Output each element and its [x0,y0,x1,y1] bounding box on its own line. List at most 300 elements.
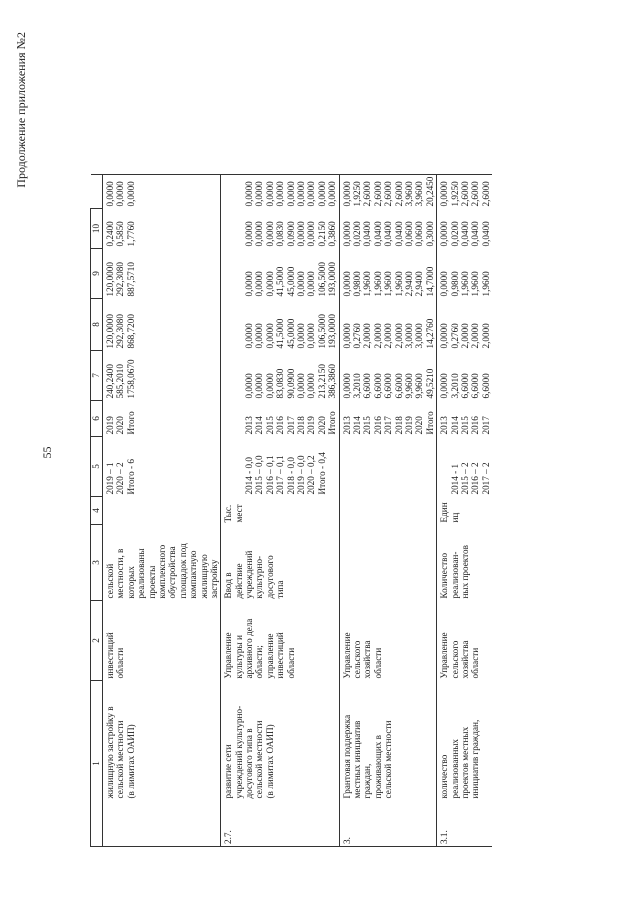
row-responsible [437,601,492,681]
cell-line: 0,3000 [424,221,435,247]
cell-line: 2020 [316,416,327,435]
row-extra [221,174,339,208]
cell-line: 0,0400 [470,221,481,247]
cell-line: (в лимитах ОАИП) [125,724,136,799]
table-row [437,174,492,846]
cell-line: 0,0000 [439,271,450,297]
row-indicator [437,525,492,601]
cell-line: 0,0000 [341,323,352,349]
row-federal [221,299,339,351]
cell-line: 2016 [470,416,481,435]
cell-line: культуры и [233,635,244,679]
cell-line: проекты [146,565,157,599]
cell-line: 0,2400 [105,221,115,247]
row-name [221,681,339,801]
cell-line: 0,0000 [244,271,255,297]
cell-line: области; [254,645,265,679]
cell-line: 1,9600 [470,271,481,297]
cell-line: 6,6000 [470,373,481,399]
cell-line: 45,0000 [285,266,296,297]
cell-line: 2017 [383,416,394,435]
cell-line: 120,0000 [105,314,115,349]
cell-line: учреждений [244,550,255,599]
cell-line: 2013 [244,416,255,435]
cell-line: 3,9600 [414,181,425,207]
cell-line: 2,6000 [383,181,394,207]
cell-line: 1,9600 [372,271,383,297]
cell-line: 2013 [341,416,352,435]
table-row [339,174,437,846]
cell-line [234,403,244,435]
cell-line: 213,2150 [316,364,327,399]
cell-line: 0,0000 [254,181,265,207]
cell-line: 6,6000 [383,373,394,399]
header-col-3: 3 [91,525,103,601]
cell-line: 2,0000 [383,323,394,349]
cell-line: 0,0000 [439,373,450,399]
cell-line: сельской [105,563,115,599]
cell-line: 0,0000 [254,323,265,349]
cell-line: 0,0000 [296,181,307,207]
cell-line [223,353,233,399]
cell-line: архивного дела [244,618,255,679]
cell-line: досугового типа в [244,728,255,799]
row-total [221,351,339,401]
row-responsible [221,601,339,681]
cell-line: 2014 [449,416,460,435]
table-row [103,174,221,846]
cell-line: 292,3080 [115,314,126,349]
cell-line: 2015 [459,416,470,435]
cell-line: 0,0000 [285,181,296,207]
cell-line: 1,9600 [393,271,404,297]
cell-line: 0,0000 [341,181,352,207]
header-col-6: 6 [91,401,103,437]
cell-line: учреждений культурно- [233,705,244,799]
cell-line: 2,9400 [414,271,425,297]
cell-line: хозяйства [362,640,373,679]
row-number: 2.7. [221,801,339,847]
cell-line [439,439,449,495]
cell-line [223,403,233,435]
cell-line: Тыс. [223,504,234,523]
cell-line: 2017 [480,416,491,435]
cell-line [223,211,233,247]
row-targets [103,437,221,497]
cell-line: 2019 – 0,0 [296,455,307,495]
cell-line: области [115,647,126,679]
cell-line: 386,3860 [327,364,338,399]
cell-line: Грантовая поддержка [341,714,352,799]
row-local [437,209,492,249]
cell-line [234,439,244,495]
cell-line: 1,9250 [351,181,362,207]
cell-line: 0,3860 [327,221,338,247]
cell-line: реализованных [449,738,460,799]
cell-line: 0,0000 [341,373,352,399]
row-name [339,681,437,801]
cell-line: 0,0000 [341,271,352,297]
cell-line: Управление [439,632,450,679]
cell-line: 0,2760 [351,323,362,349]
cell-line: 0,0000 [296,323,307,349]
cell-line: 0,0000 [306,271,317,297]
cell-line: жилищную [198,554,209,599]
cell-line: 0,0200 [351,221,362,247]
row-extra [103,174,221,208]
cell-line: 2017 – 0,1 [275,455,286,495]
header-col-5: 5 [91,437,103,497]
cell-line: 14,7000 [424,266,435,297]
cell-line: 0,0400 [362,221,373,247]
cell-line: 1,9250 [449,181,460,207]
cell-line: 0,0000 [244,221,255,247]
cell-line: 0,0000 [296,221,307,247]
cell-line: Управление [341,632,352,679]
cell-line: 3,0000 [403,323,414,349]
cell-line: 0,0000 [264,373,275,399]
cell-line: Итого - 6 [125,458,136,495]
cell-line: Ввод в [223,572,234,599]
row-number [103,801,221,847]
cell-line: местности, в [115,548,126,599]
cell-line: 90,0900 [285,368,296,399]
row-targets [339,437,437,497]
row-total [437,351,492,401]
cell-line: 6,6000 [393,373,404,399]
cell-line: 1,7760 [125,221,136,247]
cell-line [234,353,244,399]
cell-line: 2,6000 [393,181,404,207]
cell-line: 2016 – 0,1 [264,455,275,495]
cell-line: 6,6000 [372,373,383,399]
row-regional [339,249,437,299]
cell-line: 0,0000 [275,181,286,207]
cell-line: граждан, [362,763,373,799]
header-col-8: 8 [91,299,103,351]
cell-line: инвестиций [275,632,286,679]
row-targets [221,437,339,497]
cell-line [223,301,233,349]
cell-line: площадок под [177,543,188,599]
row-indicator [339,525,437,601]
cell-line: 0,0000 [296,373,307,399]
cell-line: проектов местных [459,726,470,799]
cell-line: 0,0000 [244,373,255,399]
cell-line: комплексного [156,544,167,599]
cell-line: 2,0000 [372,323,383,349]
row-responsible [339,601,437,681]
row-indicator [103,525,221,601]
row-unit [221,497,339,525]
row-years [103,401,221,437]
cell-line: 2015 [264,416,275,435]
cell-line: 0,0000 [254,271,265,297]
cell-line: иц [449,512,460,523]
cell-line: 0,0600 [403,221,414,247]
cell-line: 0,0000 [306,221,317,247]
cell-line: 2,6000 [470,181,481,207]
row-name [437,681,492,801]
cell-line: 2020 – 0,2 [306,455,317,495]
cell-line: 1,9600 [362,271,373,297]
cell-line [234,301,244,349]
row-name [103,681,221,801]
cell-line: 2,0000 [470,323,481,349]
page-number: 55 [40,446,54,459]
header-col-9: 9 [91,249,103,299]
cell-line: 2019 [105,416,115,435]
cell-line: 193,0000 [327,262,338,297]
cell-line: 0,0000 [306,181,317,207]
cell-line [234,177,244,207]
cell-line [223,251,233,297]
header-col-2: 2 [91,601,103,681]
cell-line: 0,0000 [439,323,450,349]
cell-line: действие [233,563,244,599]
cell-line: 3,2010 [351,373,362,399]
cell-line: типа [275,580,286,599]
cell-line: 2,0000 [393,323,404,349]
cell-line: реализованы [136,548,147,599]
cell-line: Количество [439,552,450,599]
cell-line: 0,0000 [254,221,265,247]
cell-line: 2,6000 [480,181,491,207]
cell-line: 2016 [372,416,383,435]
cell-line [223,439,233,495]
cell-line: проживающих в [372,734,383,799]
cell-line: 0,5850 [115,221,126,247]
cell-line: 2020 [115,416,126,435]
cell-line: 292,3080 [115,262,126,297]
cell-line: 20,2450 [424,176,435,207]
cell-line: 2014 - 0,0 [244,456,255,495]
row-extra [437,174,492,208]
row-local [339,209,437,249]
cell-line: 0,0400 [372,221,383,247]
cell-line: компактную [188,550,199,599]
cell-line: 0,0000 [264,181,275,207]
cell-line: 6,6000 [480,373,491,399]
cell-line: 9,9600 [403,373,414,399]
cell-line: 0,0400 [459,221,470,247]
cell-line: 2019 [403,416,414,435]
cell-line: 0,0000 [115,181,126,207]
cell-line: 887,5710 [125,262,136,297]
row-years [221,401,339,437]
cell-line: 2019 – 1 [105,462,115,495]
cell-line: 2014 [351,416,362,435]
cell-line: 0,0000 [264,221,275,247]
cell-line: 0,0000 [244,323,255,349]
cell-line: 41,5000 [275,266,286,297]
cell-line: инвестиций [105,632,115,679]
row-years [339,401,437,437]
cell-line: Итого [424,411,435,435]
cell-line: 1,9600 [383,271,394,297]
cell-line: 0,9800 [449,271,460,297]
cell-line: 2,6000 [459,181,470,207]
cell-line: 2,6000 [362,181,373,207]
cell-line: застройку [208,559,219,599]
cell-line: 0,2150 [316,221,327,247]
cell-line: 3,0000 [414,323,425,349]
cell-line: 0,0000 [327,181,338,207]
cell-line: 0,2760 [449,323,460,349]
cell-line: 120,0000 [105,262,115,297]
row-indicator [221,525,339,601]
cell-line: 2,9400 [403,271,414,297]
row-responsible [103,601,221,681]
row-extra [339,174,437,208]
cell-line: 0,0000 [254,373,265,399]
cell-line: 585,2010 [115,364,126,399]
row-local [103,209,221,249]
header-col-4: 4 [91,497,103,525]
cell-line: 0,0900 [285,221,296,247]
table-row [221,174,339,846]
cell-line: 6,6000 [459,373,470,399]
row-unit [437,497,492,525]
header-col-1: 1 [91,681,103,847]
row-targets [437,437,492,497]
cell-line: реализован- [449,551,460,599]
row-years [437,401,492,437]
cell-line: 0,0000 [306,373,317,399]
cell-line: 0,0400 [480,221,491,247]
header-col-10: 10 [91,209,103,249]
cell-line [234,211,244,247]
cell-line: 0,9800 [351,271,362,297]
cell-line: 2014 - 1 [449,463,460,495]
cell-line: Един [439,502,450,523]
continuation-heading: Продолжение приложения №2 [14,32,28,188]
cell-line: 0,0400 [383,221,394,247]
cell-line: 0,0600 [414,221,425,247]
cell-line: 0,0400 [393,221,404,247]
cell-line: 6,6000 [362,373,373,399]
cell-line: 2014 [254,416,265,435]
cell-line: 2020 – 2 [115,462,126,495]
cell-line: 0,0000 [306,323,317,349]
cell-line: управление [264,633,275,679]
cell-line: 2015 – 0,0 [254,455,265,495]
cell-line: области [285,647,296,679]
cell-line: 2017 [285,416,296,435]
cell-line: 45,0000 [285,318,296,349]
row-unit [339,497,437,525]
header-row [91,174,103,846]
cell-line: 2,0000 [362,323,373,349]
cell-line: местных инициатив [351,720,362,799]
cell-line: 2,0000 [480,323,491,349]
cell-line: 2,6000 [372,181,383,207]
cell-line: (в лимитах ОАИП) [264,724,275,799]
cell-line: сельской местности [383,720,394,799]
cell-line: 2015 – 2 [459,462,470,495]
cell-line: 2,0000 [459,323,470,349]
cell-line: 106,5000 [316,314,327,349]
cell-line: 2013 [439,416,450,435]
cell-line: культурно- [254,555,265,599]
cell-line: 1,9600 [480,271,491,297]
cell-line: области [372,647,383,679]
cell-line: 2018 [393,416,404,435]
cell-line: Итого [327,411,338,435]
cell-line: сельской местности [254,720,265,799]
cell-line: 0,0000 [105,181,115,207]
cell-line: 0,0000 [264,271,275,297]
cell-line: обустройства [167,546,178,599]
row-federal [103,299,221,351]
cell-line: хозяйства [459,640,470,679]
cell-line: Управление [223,632,234,679]
cell-line: 0,0000 [264,323,275,349]
row-number: 3. [339,801,437,847]
cell-line: мест [233,504,244,523]
cell-line: Итого [125,411,136,435]
row-local [221,209,339,249]
cell-line: 2019 [306,416,317,435]
cell-line: Итого - 0,4 [316,452,327,495]
row-total [339,351,437,401]
cell-line: 2015 [362,416,373,435]
cell-line: сельского [351,640,362,679]
cell-line: 0,0000 [296,271,307,297]
cell-line: сельского [449,640,460,679]
cell-line: инициатив граждан, [470,719,481,799]
cell-line: 2017 – 2 [480,462,491,495]
cell-line: 1758,0670 [125,359,136,399]
row-unit [103,497,221,525]
row-regional [103,249,221,299]
cell-line: 9,9600 [414,373,425,399]
row-federal [339,299,437,351]
row-federal [437,299,492,351]
cell-line: 2016 [275,416,286,435]
cell-line: сельской местности [115,720,126,799]
cell-line: развитие сети [223,744,234,799]
cell-line: 2020 [414,416,425,435]
cell-line: 14,2760 [424,318,435,349]
cell-line: 41,5000 [275,318,286,349]
cell-line: 193,0000 [327,314,338,349]
cell-line: 83,0830 [275,368,286,399]
cell-line: которых [125,566,136,599]
cell-line: 240,2400 [105,364,115,399]
row-number: 3.1. [437,801,492,847]
cell-line: ных проектов [459,545,470,599]
cell-line [223,177,233,207]
cell-line: 0,0000 [244,181,255,207]
cell-line: 2018 [296,416,307,435]
cell-line: жилищную застройку в [105,706,115,799]
cell-line: 0,0830 [275,221,286,247]
header-col-7: 7 [91,351,103,401]
cell-line: 0,0000 [125,181,136,207]
cell-line: 868,7200 [125,314,136,349]
cell-line: 49,5210 [424,368,435,399]
cell-line: 106,5000 [316,262,327,297]
cell-line [234,251,244,297]
cell-line: 1,9600 [459,271,470,297]
cell-line: количество [439,754,450,799]
row-total [103,351,221,401]
cell-line: 2018 - 0,0 [285,456,296,495]
cell-line: 0,0200 [449,221,460,247]
row-regional [437,249,492,299]
cell-line: досугового [264,555,275,599]
